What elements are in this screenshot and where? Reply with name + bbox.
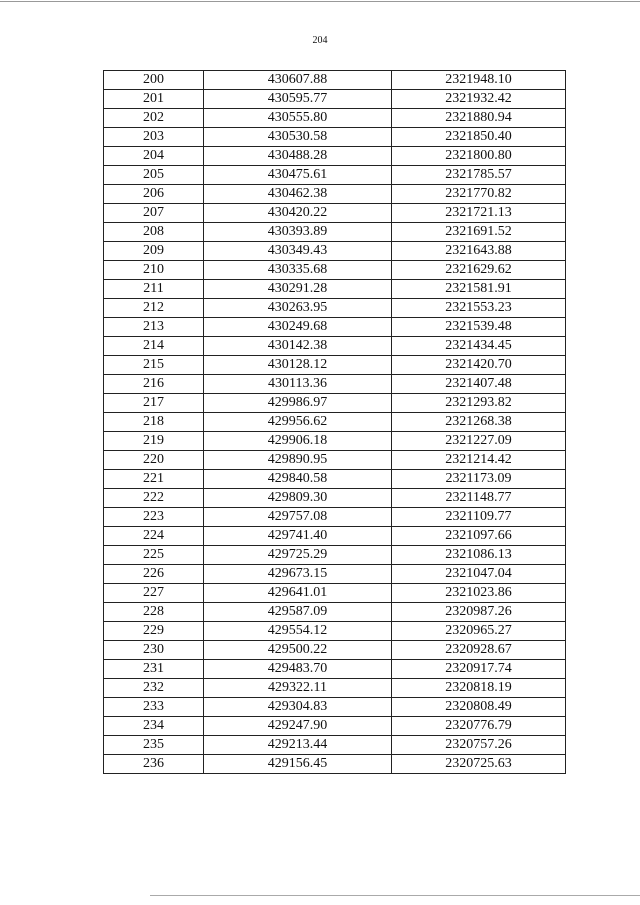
- x-coordinate-cell: 430249.68: [204, 318, 392, 337]
- y-coordinate-cell: 2321932.42: [392, 90, 566, 109]
- x-coordinate-cell: 429725.29: [204, 546, 392, 565]
- x-coordinate-cell: 429986.97: [204, 394, 392, 413]
- point-number-cell: 214: [104, 337, 204, 356]
- point-number-cell: 202: [104, 109, 204, 128]
- table-row: [104, 185, 566, 204]
- y-coordinate-cell: 2320928.67: [392, 641, 566, 660]
- y-coordinate-cell: 2321148.77: [392, 489, 566, 508]
- x-coordinate-cell: 430488.28: [204, 147, 392, 166]
- x-coordinate-cell: 429554.12: [204, 622, 392, 641]
- x-coordinate-cell: 429304.83: [204, 698, 392, 717]
- y-coordinate-cell: 2321047.04: [392, 565, 566, 584]
- table-row: [104, 337, 566, 356]
- point-number-cell: 213: [104, 318, 204, 337]
- y-coordinate-cell: 2320757.26: [392, 736, 566, 755]
- y-coordinate-cell: 2321785.57: [392, 166, 566, 185]
- y-coordinate-cell: 2321800.80: [392, 147, 566, 166]
- x-coordinate-cell: 430475.61: [204, 166, 392, 185]
- table-row: [104, 546, 566, 565]
- y-coordinate-cell: 2320776.79: [392, 717, 566, 736]
- y-coordinate-cell: 2321227.09: [392, 432, 566, 451]
- point-number-cell: 220: [104, 451, 204, 470]
- table-row: [104, 622, 566, 641]
- y-coordinate-cell: 2321850.40: [392, 128, 566, 147]
- y-coordinate-cell: 2321407.48: [392, 375, 566, 394]
- table-row: [104, 698, 566, 717]
- x-coordinate-cell: 430530.58: [204, 128, 392, 147]
- point-number-cell: 201: [104, 90, 204, 109]
- y-coordinate-cell: 2321539.48: [392, 318, 566, 337]
- scan-edge-bottom: [150, 895, 640, 896]
- point-number-cell: 208: [104, 223, 204, 242]
- y-coordinate-cell: 2321086.13: [392, 546, 566, 565]
- x-coordinate-cell: 430595.77: [204, 90, 392, 109]
- x-coordinate-cell: 429757.08: [204, 508, 392, 527]
- x-coordinate-cell: 430291.28: [204, 280, 392, 299]
- y-coordinate-cell: 2320725.63: [392, 755, 566, 774]
- table-row: [104, 147, 566, 166]
- x-coordinate-cell: 429673.15: [204, 565, 392, 584]
- x-coordinate-cell: 429641.01: [204, 584, 392, 603]
- table-row: [104, 489, 566, 508]
- table-row: [104, 280, 566, 299]
- page-number: 204: [312, 35, 328, 46]
- point-number-cell: 218: [104, 413, 204, 432]
- point-number-cell: 205: [104, 166, 204, 185]
- x-coordinate-cell: 430607.88: [204, 71, 392, 90]
- table-row: [104, 223, 566, 242]
- point-number-cell: 221: [104, 470, 204, 489]
- point-number-cell: 216: [104, 375, 204, 394]
- table-row: [104, 375, 566, 394]
- y-coordinate-cell: 2320917.74: [392, 660, 566, 679]
- x-coordinate-cell: 430393.89: [204, 223, 392, 242]
- point-number-cell: 231: [104, 660, 204, 679]
- table-row: [104, 736, 566, 755]
- x-coordinate-cell: 430420.22: [204, 204, 392, 223]
- x-coordinate-cell: 429741.40: [204, 527, 392, 546]
- y-coordinate-cell: 2321629.62: [392, 261, 566, 280]
- y-coordinate-cell: 2321214.42: [392, 451, 566, 470]
- table-row: [104, 565, 566, 584]
- point-number-cell: 211: [104, 280, 204, 299]
- table-row: [104, 356, 566, 375]
- point-number-cell: 235: [104, 736, 204, 755]
- x-coordinate-cell: 429483.70: [204, 660, 392, 679]
- y-coordinate-cell: 2321268.38: [392, 413, 566, 432]
- y-coordinate-cell: 2320987.26: [392, 603, 566, 622]
- point-number-cell: 215: [104, 356, 204, 375]
- table-row: [104, 166, 566, 185]
- point-number-cell: 207: [104, 204, 204, 223]
- coordinate-table-body: [104, 71, 566, 774]
- table-row: [104, 109, 566, 128]
- table-row: [104, 470, 566, 489]
- x-coordinate-cell: 429247.90: [204, 717, 392, 736]
- x-coordinate-cell: 429809.30: [204, 489, 392, 508]
- y-coordinate-cell: 2321097.66: [392, 527, 566, 546]
- x-coordinate-cell: 429840.58: [204, 470, 392, 489]
- y-coordinate-cell: 2321948.10: [392, 71, 566, 90]
- y-coordinate-cell: 2321293.82: [392, 394, 566, 413]
- table-row: [104, 679, 566, 698]
- x-coordinate-cell: 429906.18: [204, 432, 392, 451]
- point-number-cell: 232: [104, 679, 204, 698]
- point-number-cell: 210: [104, 261, 204, 280]
- table-row: [104, 242, 566, 261]
- x-coordinate-cell: 430142.38: [204, 337, 392, 356]
- point-number-cell: 225: [104, 546, 204, 565]
- table-row: [104, 660, 566, 679]
- table-row: [104, 451, 566, 470]
- point-number-cell: 236: [104, 755, 204, 774]
- table-row: [104, 261, 566, 280]
- point-number-cell: 203: [104, 128, 204, 147]
- point-number-cell: 222: [104, 489, 204, 508]
- table-row: [104, 128, 566, 147]
- y-coordinate-cell: 2321643.88: [392, 242, 566, 261]
- y-coordinate-cell: 2321880.94: [392, 109, 566, 128]
- point-number-cell: 204: [104, 147, 204, 166]
- y-coordinate-cell: 2321721.13: [392, 204, 566, 223]
- y-coordinate-cell: 2320808.49: [392, 698, 566, 717]
- table-row: [104, 71, 566, 90]
- point-number-cell: 230: [104, 641, 204, 660]
- y-coordinate-cell: 2321023.86: [392, 584, 566, 603]
- table-row: [104, 299, 566, 318]
- table-row: [104, 413, 566, 432]
- point-number-cell: 224: [104, 527, 204, 546]
- table-row: [104, 204, 566, 223]
- point-number-cell: 217: [104, 394, 204, 413]
- scan-edge-top: [0, 1, 640, 2]
- point-number-cell: 219: [104, 432, 204, 451]
- y-coordinate-cell: 2321691.52: [392, 223, 566, 242]
- x-coordinate-cell: 430462.38: [204, 185, 392, 204]
- point-number-cell: 209: [104, 242, 204, 261]
- coordinate-table: [103, 70, 566, 774]
- x-coordinate-cell: 430335.68: [204, 261, 392, 280]
- point-number-cell: 206: [104, 185, 204, 204]
- x-coordinate-cell: 430555.80: [204, 109, 392, 128]
- y-coordinate-cell: 2321173.09: [392, 470, 566, 489]
- table-row: [104, 755, 566, 774]
- point-number-cell: 223: [104, 508, 204, 527]
- y-coordinate-cell: 2321553.23: [392, 299, 566, 318]
- table-row: [104, 432, 566, 451]
- x-coordinate-cell: 430113.36: [204, 375, 392, 394]
- point-number-cell: 228: [104, 603, 204, 622]
- table-row: [104, 603, 566, 622]
- y-coordinate-cell: 2321581.91: [392, 280, 566, 299]
- x-coordinate-cell: 429213.44: [204, 736, 392, 755]
- y-coordinate-cell: 2321434.45: [392, 337, 566, 356]
- point-number-cell: 229: [104, 622, 204, 641]
- x-coordinate-cell: 430128.12: [204, 356, 392, 375]
- x-coordinate-cell: 429956.62: [204, 413, 392, 432]
- point-number-cell: 233: [104, 698, 204, 717]
- table-row: [104, 584, 566, 603]
- x-coordinate-cell: 429156.45: [204, 755, 392, 774]
- x-coordinate-cell: 430263.95: [204, 299, 392, 318]
- y-coordinate-cell: 2321420.70: [392, 356, 566, 375]
- point-number-cell: 212: [104, 299, 204, 318]
- point-number-cell: 226: [104, 565, 204, 584]
- x-coordinate-cell: 429890.95: [204, 451, 392, 470]
- y-coordinate-cell: 2321770.82: [392, 185, 566, 204]
- y-coordinate-cell: 2321109.77: [392, 508, 566, 527]
- table-row: [104, 318, 566, 337]
- point-number-cell: 227: [104, 584, 204, 603]
- table-row: [104, 527, 566, 546]
- y-coordinate-cell: 2320818.19: [392, 679, 566, 698]
- table-row: [104, 641, 566, 660]
- table-row: [104, 717, 566, 736]
- y-coordinate-cell: 2320965.27: [392, 622, 566, 641]
- table-row: [104, 394, 566, 413]
- x-coordinate-cell: 429500.22: [204, 641, 392, 660]
- table-row: [104, 508, 566, 527]
- point-number-cell: 234: [104, 717, 204, 736]
- table-row: [104, 90, 566, 109]
- x-coordinate-cell: 429322.11: [204, 679, 392, 698]
- x-coordinate-cell: 430349.43: [204, 242, 392, 261]
- x-coordinate-cell: 429587.09: [204, 603, 392, 622]
- point-number-cell: 200: [104, 71, 204, 90]
